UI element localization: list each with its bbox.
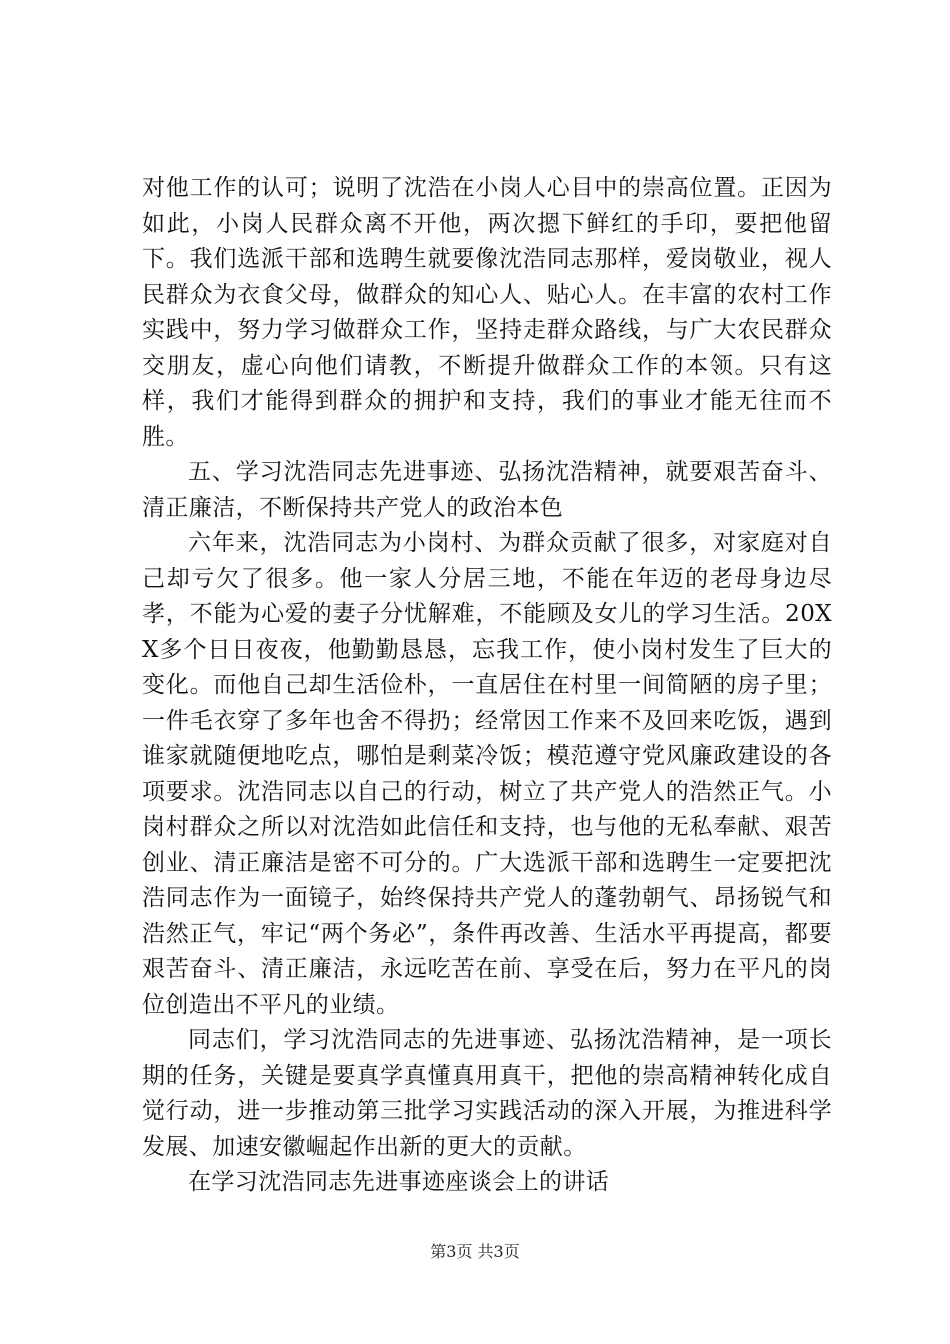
paragraph-continuation: 对他工作的认可；说明了沈浩在小岗人心目中的崇高位置。正因为如此，小岗人民群众离不开他，两次摁下鲜红的手印，要把他留下。我们选派干部和选聘生就要像沈浩同志那样，爱岗敬业，视人民群众为衣食父母，做群众的知心人、贴心人。在丰富的农村工作实践中，努力学习做群众工作，坚持走群众路线，与广大农民群众交朋友，虚心向他们请教，不断提升做群众工作的本领。只有这样，我们才能得到群众的拥护和支持，我们的事业才能无往而不胜。 xyxy=(142,175,832,450)
speech-title-line: 在学习沈浩同志先进事迹座谈会上的讲话 xyxy=(188,1169,610,1195)
document-body xyxy=(142,171,832,1201)
section-heading-five: 五、学习沈浩同志先进事迹、弘扬沈浩精神，就要艰苦奋斗、清正廉洁，不断保持共产党人的政治本色 xyxy=(142,459,832,521)
paragraph-comrades: 同志们，学习沈浩同志的先进事迹、弘扬沈浩精神，是一项长期的任务，关键是要真学真懂真用真干，把他的崇高精神转化成自觉行动，进一步推动第三批学习实践活动的深入开展，为推进科学发展、加速安徽崛起作出新的更大的贡献。 xyxy=(142,1027,832,1160)
paragraph-six-years: 六年来，沈浩同志为小岗村、为群众贡献了很多，对家庭对自己却亏欠了很多。他一家人分居三地，不能在年迈的老母身边尽孝，不能为心爱的妻子分忧解难，不能顾及女儿的学习生活。20XX多个日日夜夜，他勤勤恳恳，忘我工作，使小岗村发生了巨大的变化。而他自己却生活俭朴，一直居住在村里一间简陋的房子里；一件毛衣穿了多年也舍不得扔；经常因工作来不及回来吃饭，遇到谁家就随便地吃点，哪怕是剩菜冷饭；模范遵守党风廉政建设的各项要求。沈浩同志以自己的行动，树立了共产党人的浩然正气。小岗村群众之所以对沈浩如此信任和支持，也与他的无私奉献、艰苦创业、清正廉洁是密不可分的。广大选派干部和选聘生一定要把沈浩同志作为一面镜子，始终保持共产党人的蓬勃朝气、昂扬锐气和浩然正气，牢记“两个务必”，条件再改善、生活水平再提高，都要艰苦奋斗、清正廉洁，永远吃苦在前、享受在后，努力在平凡的岗位创造出不平凡的业绩。 xyxy=(142,530,832,1018)
page-number-footer: 第3页 共3页 xyxy=(430,1242,520,1261)
